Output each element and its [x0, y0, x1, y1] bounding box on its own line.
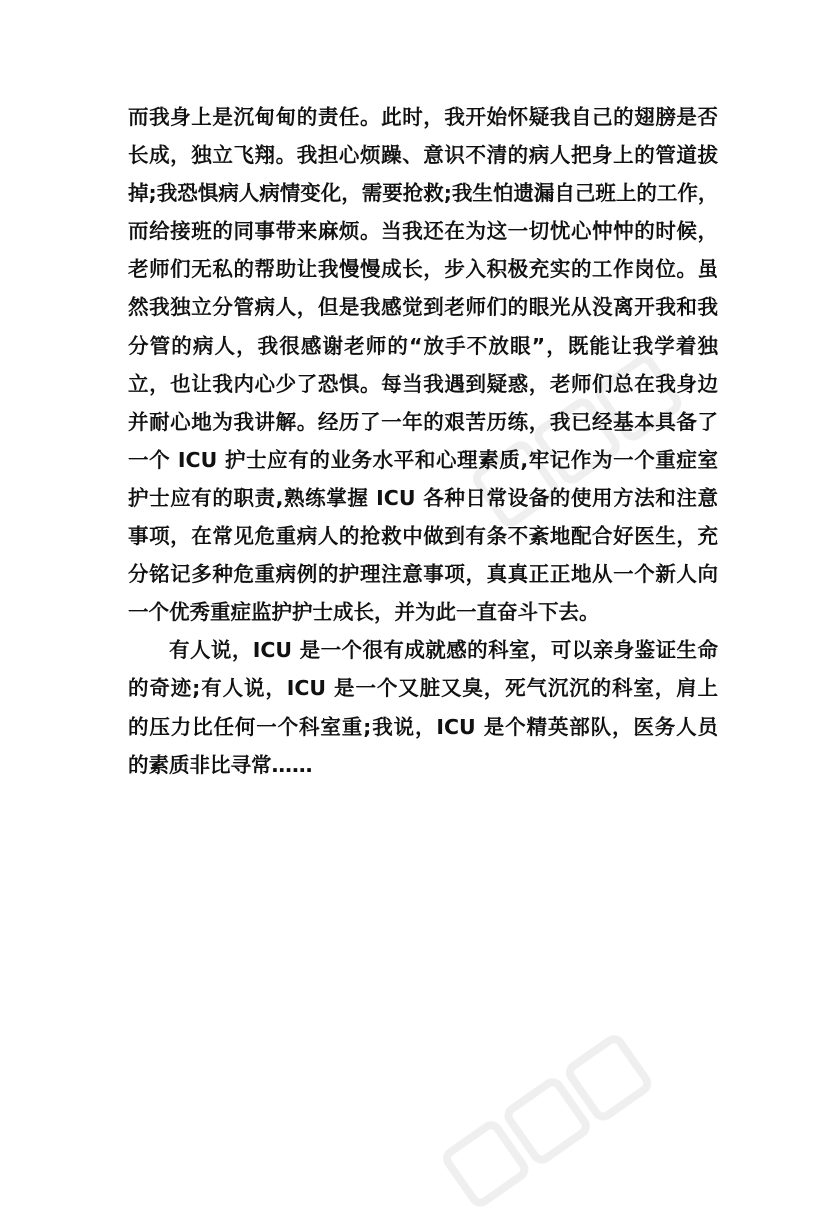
- watermark-graphic: [434, 1025, 666, 1225]
- paragraph-2-line: 有人说，ICU 是一个很有成就感的科室，可以亲身鉴证生命: [169, 638, 718, 663]
- paragraph-2-line: 的素质非比寻常……: [128, 752, 313, 777]
- document-body: [128, 98, 718, 784]
- paragraph-1-line: 老师们无私的帮助让我慢慢成长，步入积极充实的工作岗位。虽: [128, 257, 718, 282]
- paragraph-1-line: 而给接班的同事带来麻烦。当我还在为这一切忧心忡忡的时候，: [128, 219, 718, 244]
- paragraph-2-line: 的奇迹;有人说，ICU 是一个又脏又臭，死气沉沉的科室，肩上: [128, 676, 718, 701]
- paragraph-1-line: 掉;我恐惧病人病情变化，需要抢救;我生怕遗漏自己班上的工作，: [128, 181, 719, 206]
- paragraph-2-line: 的压力比任何一个科室重;我说，ICU 是个精英部队，医务人员: [128, 714, 718, 739]
- paragraph-2: [128, 631, 718, 783]
- paragraph-1-line: 并耐心地为我讲解。经历了一年的艰苦历练，我已经基本具备了: [128, 409, 718, 434]
- paragraph-1-line: 而我身上是沉甸甸的责任。此时，我开始怀疑我自己的翅膀是否: [128, 105, 718, 129]
- paragraph-1-line: 一个优秀重症监护护士成长，并为此一直奋斗下去。: [128, 600, 600, 625]
- paragraph-1-line: 事项，在常见危重病人的抢救中做到有条不紊地配合好医生，充: [128, 524, 718, 549]
- paragraph-1-line: 长成，独立飞翔。我担心烦躁、意识不清的病人把身上的管道拔: [128, 143, 718, 168]
- paragraph-1-line: 分铭记多种危重病例的护理注意事项，真真正正地从一个新人向: [128, 562, 718, 587]
- paragraph-1-line: 立，也让我内心少了恐惧。每当我遇到疑惑，老师们总在我身边: [128, 371, 718, 396]
- paragraph-1: [128, 98, 718, 631]
- paragraph-1-line: 护士应有的职责,熟练掌握 ICU 各种日常设备的使用方法和注意: [128, 485, 718, 510]
- paragraph-1-line: 然我独立分管病人，但是我感觉到老师们的眼光从没离开我和我: [128, 295, 718, 320]
- paragraph-1-line: 分管的病人，我很感谢老师的“放手不放眼”，既能让我学着独: [128, 333, 718, 358]
- paragraph-1-line: 一个 ICU 护士应有的业务水平和心理素质,牢记作为一个重症室: [128, 447, 718, 472]
